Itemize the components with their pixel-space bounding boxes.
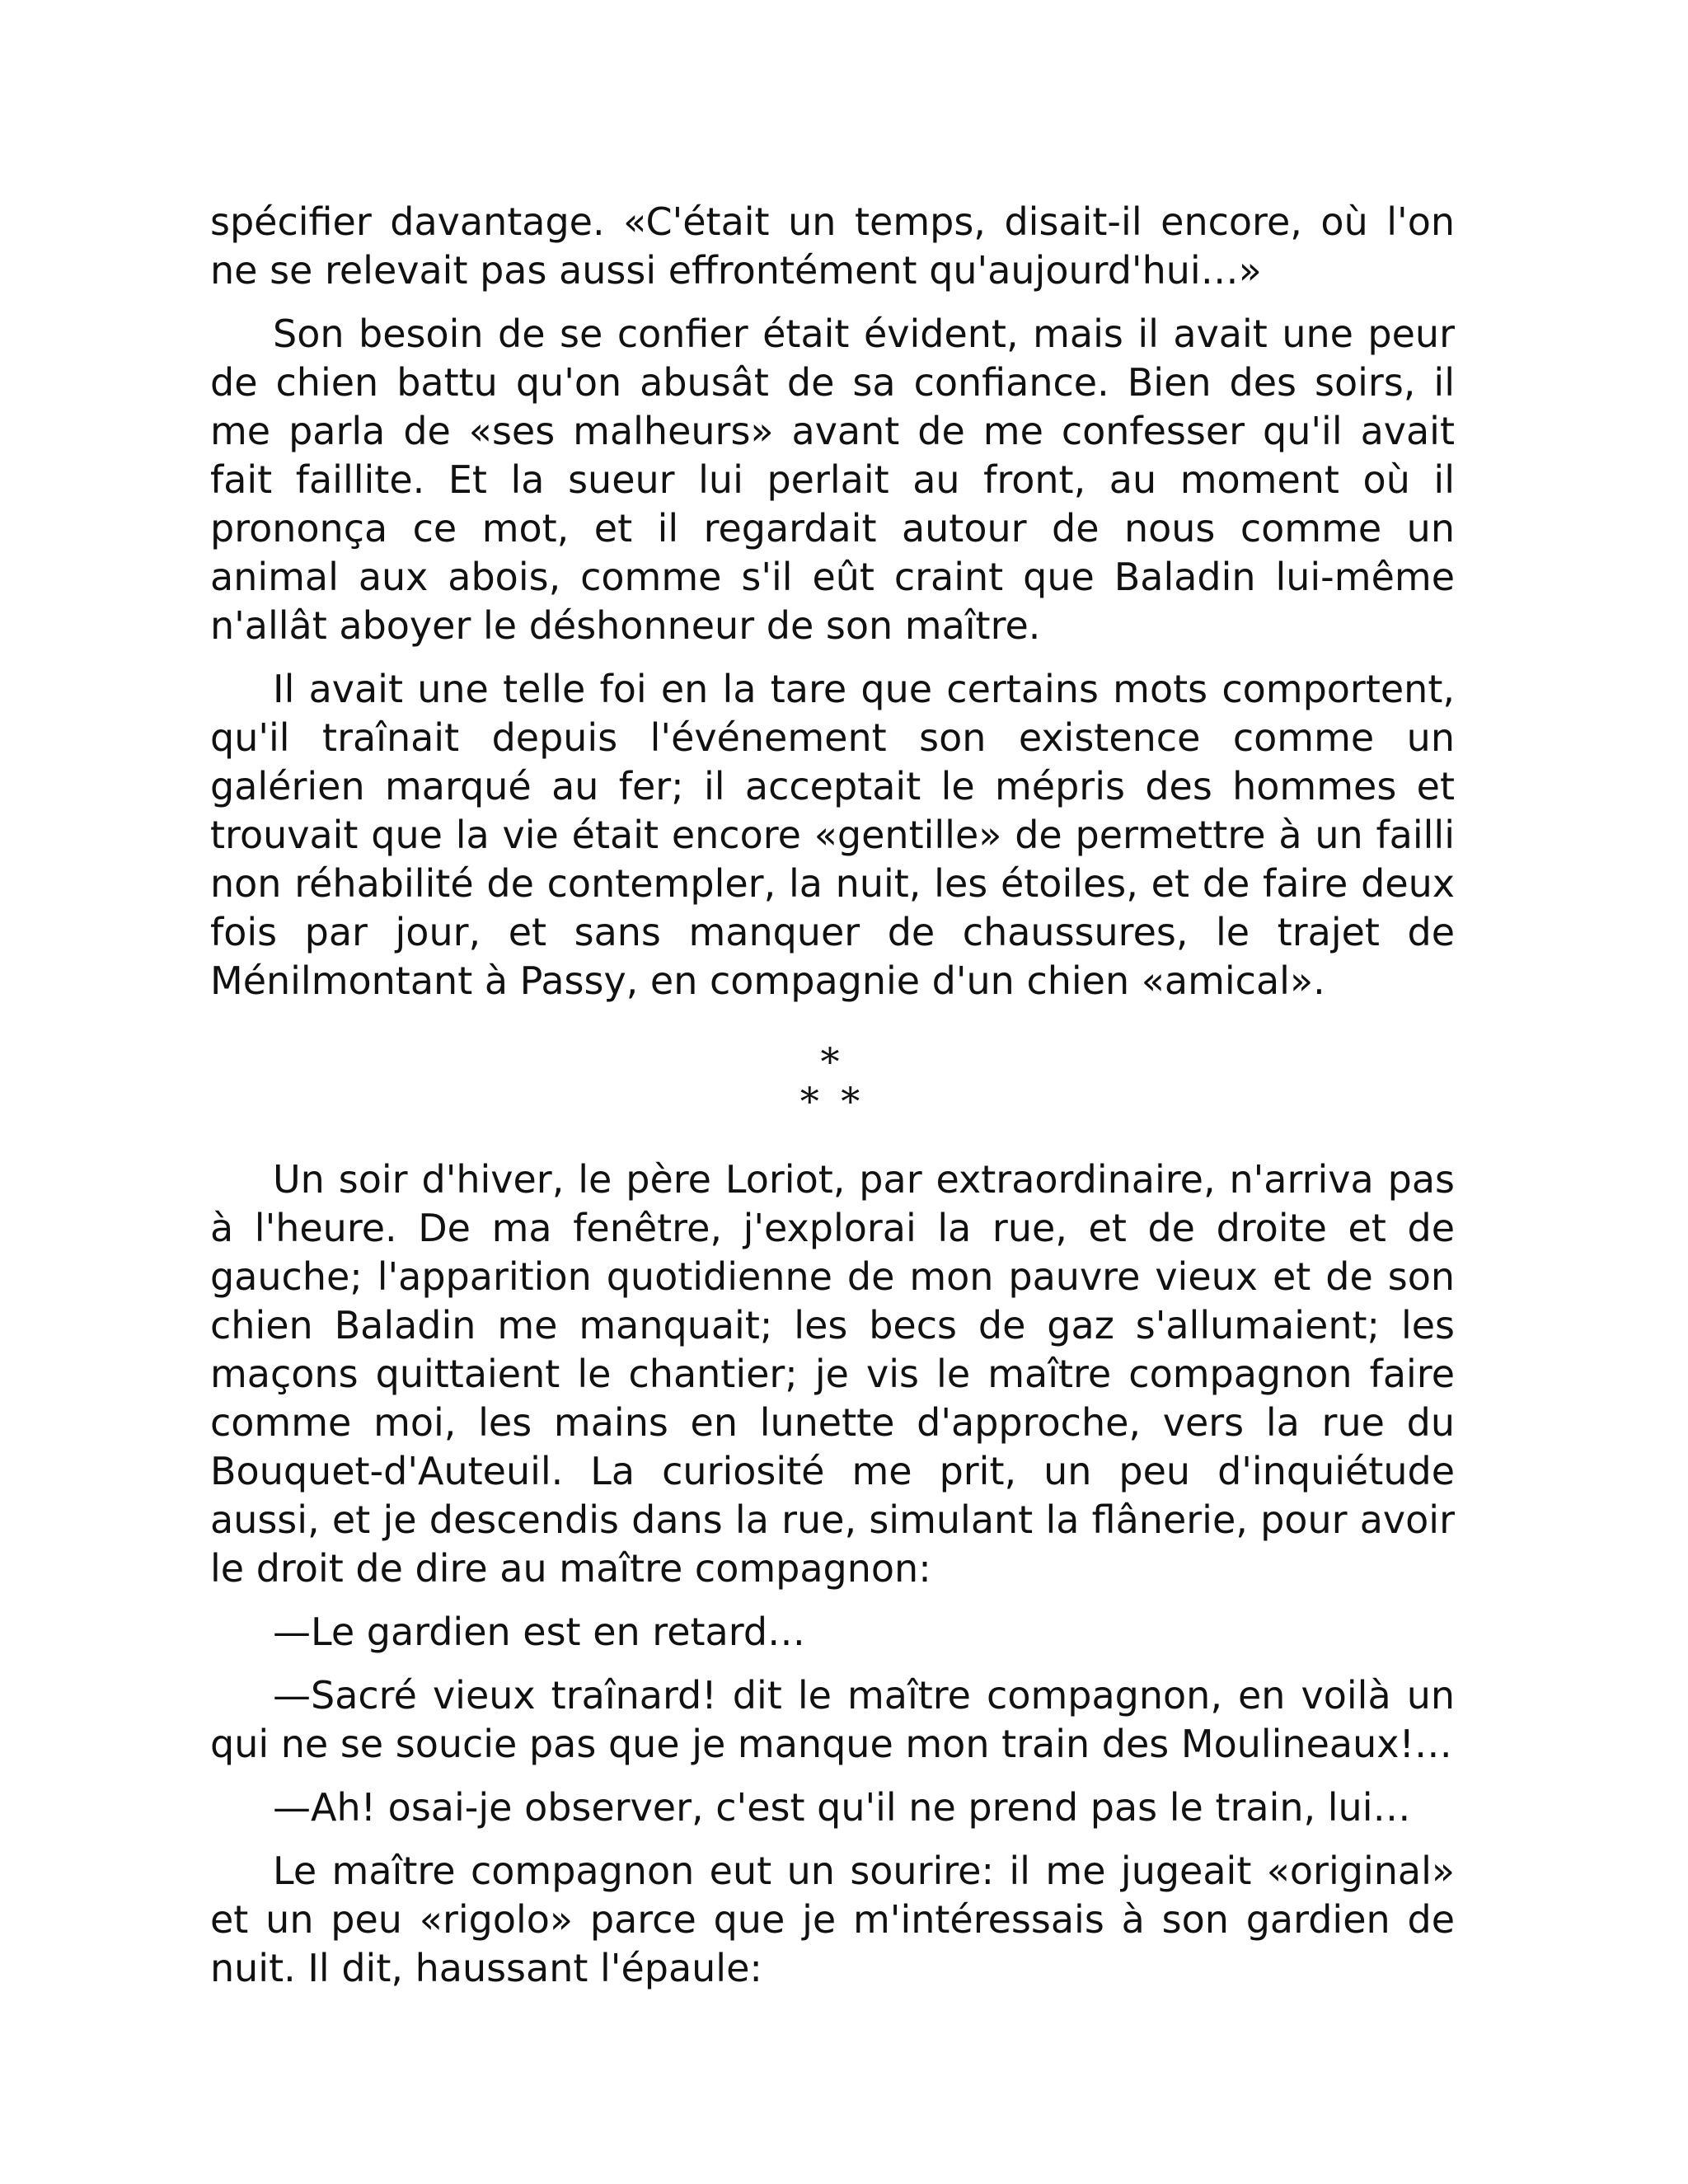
paragraph: Son besoin de se confier était évident, mais il avait une peur de chien battu qu'on abusât de sa confiance. Bien des soirs, il me parla de «ses malheurs» avant de me confesser qu'il avait fait faillite. Et la sueur lui perlait au front, au moment où il prononça ce mot, et il regardait autour de nous comme un animal aux abois, comme s'il eût craint que Baladin lui-même n'allât aboyer le déshonneur de son maître. — [210, 312, 1455, 648]
paragraph: spécifier davantage. «C'était un temps, disait-il encore, où l'on ne se relevait pas aussi effrontément qu'aujourd'hui…» — [210, 199, 1455, 293]
dialogue-line: —Sacré vieux traînard! dit le maître compagnon, en voilà un qui ne se soucie pas que je manque mon train des Moulineaux!… — [210, 1673, 1455, 1766]
page-body — [210, 198, 1455, 1993]
section-break — [210, 1039, 1455, 1123]
paragraph: Il avait une telle foi en la tare que certains mots comportent, qu'il traînait depuis l'événement son existence comme un galérien marqué au fer; il acceptait le mépris des hommes et trouvait que la vie était encore «gentille» de permettre à un failli non réhabilité de contempler, la nuit, les étoiles, et de faire deux fois par jour, et sans manquer de chaussures, le trajet de Ménilmontant à Passy, en compagnie d'un chien «amical». — [210, 667, 1455, 1003]
section-break-line-1: * — [820, 1039, 845, 1084]
dialogue-line: —Ah! osai-je observer, c'est qu'il ne prend pas le train, lui… — [273, 1785, 1411, 1830]
paragraph: Le maître compagnon eut un sourire: il me jugeait «original» et un peu «rigolo» parce que je m'intéressais à son gardien de nuit. Il dit, haussant l'épaule: — [210, 1849, 1455, 1990]
section-break-line-2: * * — [799, 1079, 865, 1123]
paragraph: Un soir d'hiver, le père Loriot, par extraordinaire, n'arriva pas à l'heure. De ma fenêtre, j'explorai la rue, et de droite et de gauche; l'apparition quotidienne de mon pauvre vieux et de son chien Baladin me manquait; les becs de gaz s'allumaient; les maçons quittaient le chantier; je vis le maître compagnon faire comme moi, les mains en lunette d'approche, vers la rue du Bouquet-d'Auteuil. La curiosité me prit, un peu d'inquiétude aussi, et je descendis dans la rue, simulant la flânerie, pour avoir le droit de dire au maître compagnon: — [210, 1157, 1455, 1591]
dialogue-line: —Le gardien est en retard… — [273, 1610, 806, 1654]
